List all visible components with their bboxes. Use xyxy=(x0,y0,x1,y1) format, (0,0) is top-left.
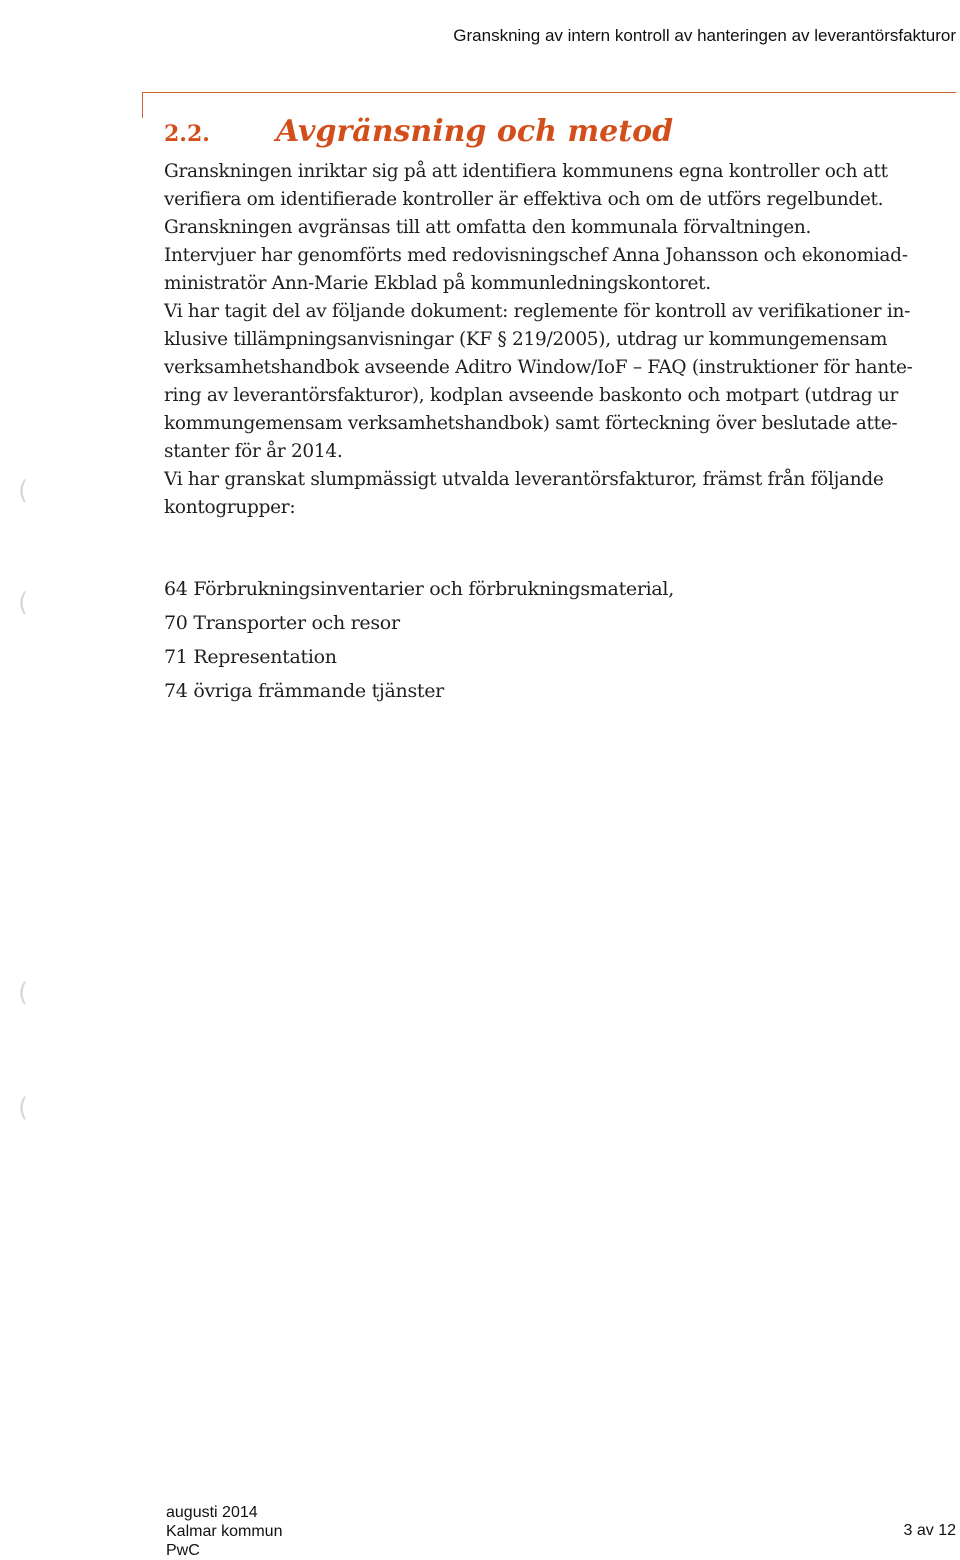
list-item: 71 Representation xyxy=(164,646,337,668)
page-content xyxy=(164,112,944,708)
header-rule xyxy=(142,92,956,93)
list-item: 70 Transporter och resor xyxy=(164,612,400,634)
section-title: Avgränsning och metod xyxy=(276,114,674,149)
footer-date: augusti 2014 xyxy=(166,1504,258,1521)
footer-firm: PwC xyxy=(166,1542,200,1559)
account-group-list xyxy=(164,572,944,708)
paragraph-documents: Vi har tagit del av följande dokument: reglemente för kontroll av verifikationer in-klusive tillämpningsanvisningar (KF § 219/2005), utdrag ur kommungemensam verksamhetshandbok avseende Aditro Window/IoF – FAQ (instruktioner för hante-ring av leverantörsfakturor), kodplan avseende baskonto och motpart (utdrag ur kommungemensam verksamhetshandbok) samt förteckning över beslutade atte-stanter för år 2014. xyxy=(164,301,913,462)
scan-mark: ( xyxy=(18,978,29,1008)
scan-mark: ( xyxy=(18,1093,29,1123)
paragraph-sampling: Vi har granskat slumpmässigt utvalda leverantörsfakturor, främst från följande kontogrupper: xyxy=(164,469,884,518)
running-header: Granskning av intern kontroll av hanteringen av leverantörsfakturor xyxy=(453,26,956,45)
header-rule-corner xyxy=(142,92,143,118)
list-item: 74 övriga främmande tjänster xyxy=(164,680,444,702)
scan-mark: ( xyxy=(18,476,29,506)
list-item: 64 Förbrukningsinventarier och förbrukningsmaterial, xyxy=(164,578,674,600)
paragraph-scope-focus: Granskningen inriktar sig på att identifiera kommunens egna kontroller och att verifiera om identifierade kontroller är effektiva och om de utförs regelbundet. xyxy=(164,161,888,210)
page-number: 3 av 12 xyxy=(903,1522,956,1539)
footer-info xyxy=(166,1503,282,1560)
section-number: 2.2. xyxy=(164,121,210,147)
footer-client: Kalmar kommun xyxy=(166,1523,283,1540)
section-heading xyxy=(164,112,944,154)
paragraph-interviews: Intervjuer har genomförts med redovisningschef Anna Johansson och ekonomiad-ministratör Ann-Marie Ekblad på kommunledningskontoret. xyxy=(164,245,908,294)
scan-mark: ( xyxy=(18,588,29,618)
paragraph-scope-limit: Granskningen avgränsas till att omfatta den kommunala förvaltningen. xyxy=(164,217,812,238)
